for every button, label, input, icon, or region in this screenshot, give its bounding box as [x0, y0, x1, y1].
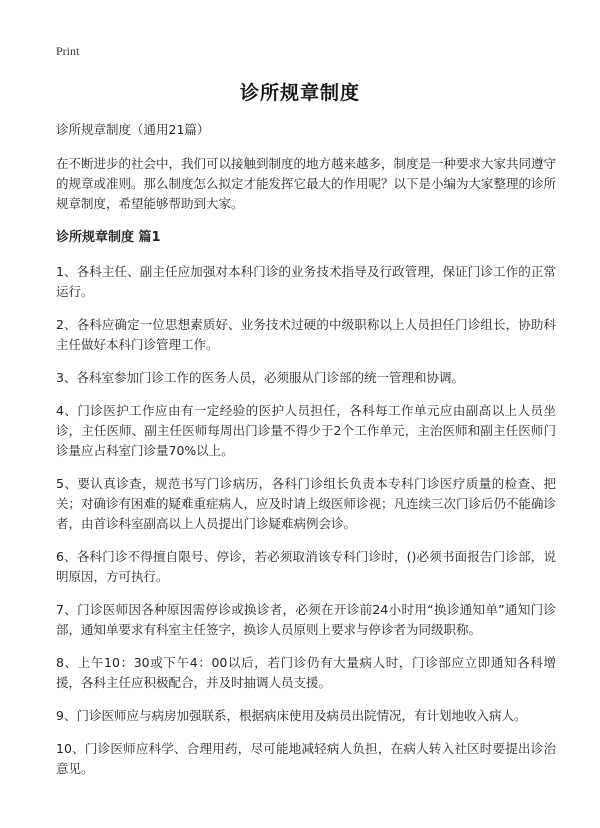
document-body	[56, 120, 556, 792]
intro-paragraph: 在不断进步的社会中，我们可以接触到制度的地方越来越多，制度是一种要求大家共同遵守的规章或准则。那么制度怎么拟定才能发挥它最大的作用呢？以下是小编为大家整理的诊所规章制度，希望能够帮助到大家。	[56, 156, 557, 211]
rule-item-5: 5、要认真诊查，规范书写门诊病历，各科门诊组长负责本专科门诊医疗质量的检查、把关；对确诊有困难的疑难重症病人，应及时请上级医师诊视；凡连续三次门诊后仍不能确诊者，由首诊科室副高以上人员提出门诊疑难病例会诊。	[56, 476, 557, 531]
section-heading: 诊所规章制度 篇1	[56, 230, 161, 245]
print-label[interactable]: Print	[56, 44, 80, 58]
rule-item-1: 1、各科主任、副主任应加强对本科门诊的业务技术指导及行政管理，保证门诊工作的正常运行。	[56, 264, 556, 299]
rule-item-4: 4、门诊医护工作应由有一定经验的医护人员担任，各科每工作单元应由副高以上人员坐诊，主任医师、副主任医师每周出门诊量不得少于2个工作单元，主治医师和副主任医师门诊量应占科室门诊量70%以上。	[56, 403, 556, 458]
rule-item-2: 2、各科应确定一位思想素质好、业务技术过硬的中级职称以上人员担任门诊组长，协助科主任做好本科门诊管理工作。	[56, 317, 556, 352]
document-subtitle: 诊所规章制度（通用21篇）	[56, 122, 210, 137]
rule-item-3: 3、各科室参加门诊工作的医务人员，必须服从门诊部的统一管理和协调。	[56, 370, 464, 385]
rule-item-9: 9、门诊医师应与病房加强联系，根据病床使用及病员出院情况，有计划地收入病人。	[56, 708, 527, 723]
rule-item-8: 8、上午10：30或下午4：00以后，若门诊仍有大量病人时，门诊部应立即通知各科增援，各科主任应积极配合，并及时抽调人员支援。	[56, 655, 556, 690]
rule-item-7: 7、门诊医师因各种原因需停诊或换诊者，必须在开诊前24小时用“换诊通知单”通知门诊部，通知单要求有科室主任签字，换诊人员原则上要求与停诊者为同级职称。	[56, 602, 556, 637]
rule-item-10: 10、门诊医师应科学、合理用药，尽可能地减轻病人负担，在病人转入社区时要提出诊治意见。	[56, 741, 556, 776]
rule-item-6: 6、各科门诊不得擅自限号、停诊，若必须取消该专科门诊时，()必须书面报告门诊部，说明原因，方可执行。	[56, 549, 556, 584]
page-title: 诊所规章制度	[239, 82, 360, 104]
